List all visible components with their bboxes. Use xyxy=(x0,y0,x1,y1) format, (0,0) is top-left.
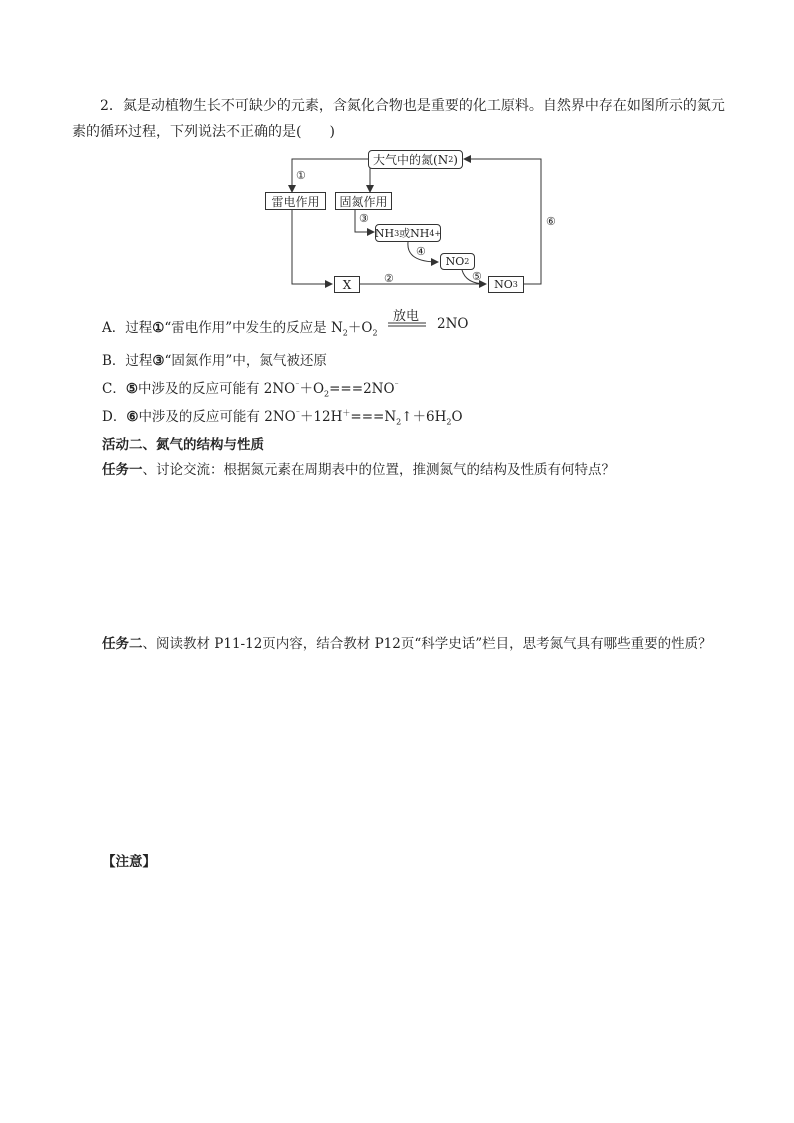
option-c-sup1: ⁻ xyxy=(295,380,300,390)
ammonia-box xyxy=(375,224,441,242)
option-d-mid: ＋12H xyxy=(299,409,343,425)
option-a-condition: 放电 xyxy=(393,309,420,324)
option-c-end: 2NO xyxy=(363,381,395,397)
activity-2-heading: 活动二、氮气的结构与性质 xyxy=(102,437,264,453)
no3-label: NO xyxy=(494,278,513,291)
option-a-prefix: A．过程 xyxy=(102,320,153,336)
option-d xyxy=(102,405,463,427)
fixation-box: 固氮作用 xyxy=(335,192,392,210)
option-b-prefix: B．过程 xyxy=(102,353,153,369)
option-c-text: 中涉及的反应可能有 2NO xyxy=(137,381,296,397)
option-b-text: “固氮作用”中，氮气被还原 xyxy=(164,353,327,369)
option-a xyxy=(102,316,378,338)
atmosphere-nitrogen-box xyxy=(368,150,463,169)
step-6-label: ⑥ xyxy=(546,215,556,228)
option-d-text: 中涉及的反应可能有 2NO xyxy=(138,409,296,425)
question-line-2: 素的循环过程，下列说法不正确的是( ) xyxy=(72,124,335,140)
option-c-sub: 2 xyxy=(324,389,330,399)
task-2-text: 、阅读教材 P11-12页内容，结合教材 P12页“科学史话”栏目，思考氮气具有哪些重要的性质？ xyxy=(142,636,712,652)
option-d-o: O xyxy=(451,409,463,425)
no2-label: NO xyxy=(445,255,465,268)
step-5-label: ⑤ xyxy=(472,270,482,283)
atmosphere-sub: 2 xyxy=(448,155,454,164)
option-d-num: ⑥ xyxy=(126,409,139,425)
nh3-label: NH xyxy=(374,226,395,240)
option-d-sup1: ⁻ xyxy=(295,408,300,418)
option-c-eq: === xyxy=(329,381,364,397)
option-a-text: “雷电作用”中发生的反应是 N xyxy=(164,320,343,336)
option-b-num: ③ xyxy=(152,353,165,369)
no3-sub: 3 xyxy=(512,280,518,289)
option-d-end: N xyxy=(384,409,397,425)
option-d-sub: 2 xyxy=(396,417,402,427)
atmosphere-label: 大气中的氮(N xyxy=(373,153,449,167)
nh3-sub: 3 xyxy=(394,228,400,238)
no2-sub: 2 xyxy=(464,257,470,266)
option-a-num: ① xyxy=(152,320,165,336)
option-d-eq: === xyxy=(350,409,385,425)
option-c-mid: ＋O xyxy=(299,381,325,397)
no3-box xyxy=(488,276,524,293)
atmosphere-close: ) xyxy=(453,152,458,167)
task-1-label: 任务一 xyxy=(102,462,143,478)
option-a-product: 2NO xyxy=(437,316,469,332)
option-d-sub2: 2 xyxy=(446,417,452,427)
task-1-text: 、讨论交流：根据氮元素在周期表中的位置，推测氮气的结构及性质有何特点？ xyxy=(142,462,615,478)
note-heading: 【注意】 xyxy=(102,854,156,870)
step-4-label: ④ xyxy=(416,245,426,258)
step-3-label: ③ xyxy=(359,212,369,225)
option-c-sup2: ⁻ xyxy=(394,380,399,390)
x-box: X xyxy=(334,276,360,293)
option-a-plus: ＋O xyxy=(347,320,373,336)
task-1 xyxy=(102,458,615,478)
step-1-label: ① xyxy=(296,169,306,182)
option-d-prefix: D． xyxy=(102,409,127,425)
option-b xyxy=(102,349,327,369)
option-a-sub2: 2 xyxy=(372,328,378,338)
option-a-equal-sign xyxy=(388,322,428,328)
option-a-sub1: 2 xyxy=(342,328,348,338)
step-2-label: ② xyxy=(384,272,394,285)
nh4-sup: + xyxy=(434,228,442,238)
option-c-prefix: C． xyxy=(102,381,126,397)
nh4-sub: 4 xyxy=(429,228,435,238)
option-d-sup2: ＋ xyxy=(342,408,351,418)
question-line-1: 2．氮是动植物生长不可缺少的元素，含氮化合物也是重要的化工原料。自然界中存在如图所示的氮元 xyxy=(100,98,725,114)
nh4-label: 或NH xyxy=(399,227,430,240)
no2-box xyxy=(440,253,475,270)
option-c xyxy=(102,377,399,399)
lightning-box: 雷电作用 xyxy=(265,192,326,210)
task-2 xyxy=(102,632,712,652)
task-2-label: 任务二 xyxy=(102,636,143,652)
option-c-num: ⑤ xyxy=(125,381,138,397)
option-d-tail: ↑＋6H xyxy=(401,409,447,425)
